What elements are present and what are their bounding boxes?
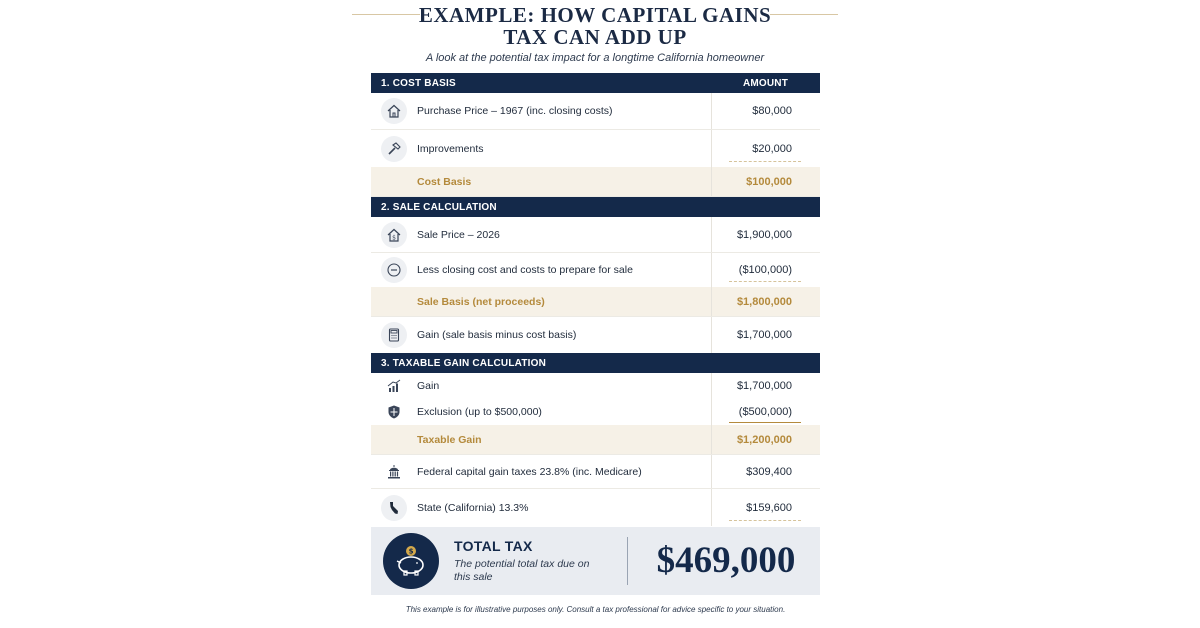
table-row-state-tax xyxy=(371,489,820,526)
amount-column-header: AMOUNT xyxy=(742,77,789,89)
subtotal-label: Taxable Gain xyxy=(417,433,482,446)
california-icon xyxy=(381,495,407,521)
table-row-closing-costs xyxy=(371,253,820,287)
table-row-exclusion xyxy=(371,399,820,425)
table-row-federal-tax xyxy=(371,455,820,489)
row-label: Purchase Price – 1967 (inc. closing costs) xyxy=(417,105,613,117)
dashed-divider xyxy=(729,161,801,162)
total-divider xyxy=(627,537,628,585)
subtotal-row-taxable-gain xyxy=(371,425,820,455)
underline-divider xyxy=(729,422,801,423)
capitol-icon xyxy=(384,462,404,482)
shield-icon xyxy=(384,402,404,422)
section-title: 1. COST BASIS xyxy=(381,77,456,89)
row-amount: $1,700,000 xyxy=(711,373,820,399)
row-amount: $20,000 xyxy=(711,130,820,167)
row-amount: ($100,000) xyxy=(711,253,820,287)
section-header-cost-basis xyxy=(371,73,820,93)
calculator-icon xyxy=(381,322,407,348)
subtotal-amount: $100,000 xyxy=(711,167,820,196)
row-amount: $1,700,000 xyxy=(711,317,820,353)
section-title: 3. TAXABLE GAIN CALCULATION xyxy=(381,357,547,369)
table-row-gain-2 xyxy=(371,373,820,399)
title-line-1: EXAMPLE: HOW CAPITAL GAINS xyxy=(418,3,772,27)
row-label: Federal capital gain taxes 23.8% (inc. Medicare) xyxy=(417,465,642,478)
row-label: Exclusion (up to $500,000) xyxy=(417,406,542,418)
dashed-divider xyxy=(729,520,801,521)
total-amount: $469,000 xyxy=(656,540,796,581)
subtotal-amount: $1,800,000 xyxy=(711,287,820,316)
row-label: Improvements xyxy=(417,142,484,155)
subtotal-row-sale-basis xyxy=(371,287,820,317)
house-icon xyxy=(381,98,407,124)
row-label: Gain xyxy=(417,380,440,392)
row-amount: $80,000 xyxy=(711,93,820,129)
page-header xyxy=(350,0,840,70)
total-description: The potential total tax due on this sale xyxy=(454,558,590,583)
page-subtitle: A look at the potential tax impact for a longtime California homeowner xyxy=(425,52,765,64)
page-title xyxy=(350,4,840,48)
section-header-sale-calculation xyxy=(371,197,820,217)
chart-up-icon xyxy=(384,376,404,396)
row-amount: ($500,000) xyxy=(711,399,820,425)
table-row-purchase-price xyxy=(371,93,820,130)
footnote: This example is for illustrative purposes only. Consult a tax professional for advice specific to your situation. xyxy=(405,605,786,614)
subtotal-row-cost-basis xyxy=(371,167,820,197)
row-label: Less closing cost and costs to prepare for sale xyxy=(417,264,633,276)
row-label: State (California) 13.3% xyxy=(417,501,529,514)
row-amount: $1,900,000 xyxy=(711,217,820,252)
section-header-taxable-gain xyxy=(371,353,820,373)
table-row-sale-price xyxy=(371,217,820,253)
svg-text:$: $ xyxy=(392,234,396,241)
total-title: TOTAL TAX xyxy=(454,538,533,554)
subtotal-label: Sale Basis (net proceeds) xyxy=(417,295,545,308)
title-line-2: TAX CAN ADD UP xyxy=(503,25,687,49)
svg-text:$: $ xyxy=(408,547,414,556)
piggy-bank-icon xyxy=(383,533,439,589)
table-row-improvements xyxy=(371,130,820,167)
subtotal-label: Cost Basis xyxy=(417,175,472,188)
row-label: Gain (sale basis minus cost basis) xyxy=(417,329,577,341)
row-amount: $159,600 xyxy=(711,489,820,526)
subtotal-amount: $1,200,000 xyxy=(711,425,820,454)
dashed-divider xyxy=(729,281,801,282)
tax-table xyxy=(371,73,820,526)
hammer-icon xyxy=(381,136,407,162)
minus-circle-icon xyxy=(381,257,407,283)
total-tax-panel xyxy=(371,527,820,595)
house-dollar-icon xyxy=(381,222,407,248)
table-row-gain xyxy=(371,317,820,353)
row-label: Sale Price – 2026 xyxy=(417,228,500,241)
row-amount: $309,400 xyxy=(711,455,820,488)
section-title: 2. SALE CALCULATION xyxy=(381,201,497,213)
